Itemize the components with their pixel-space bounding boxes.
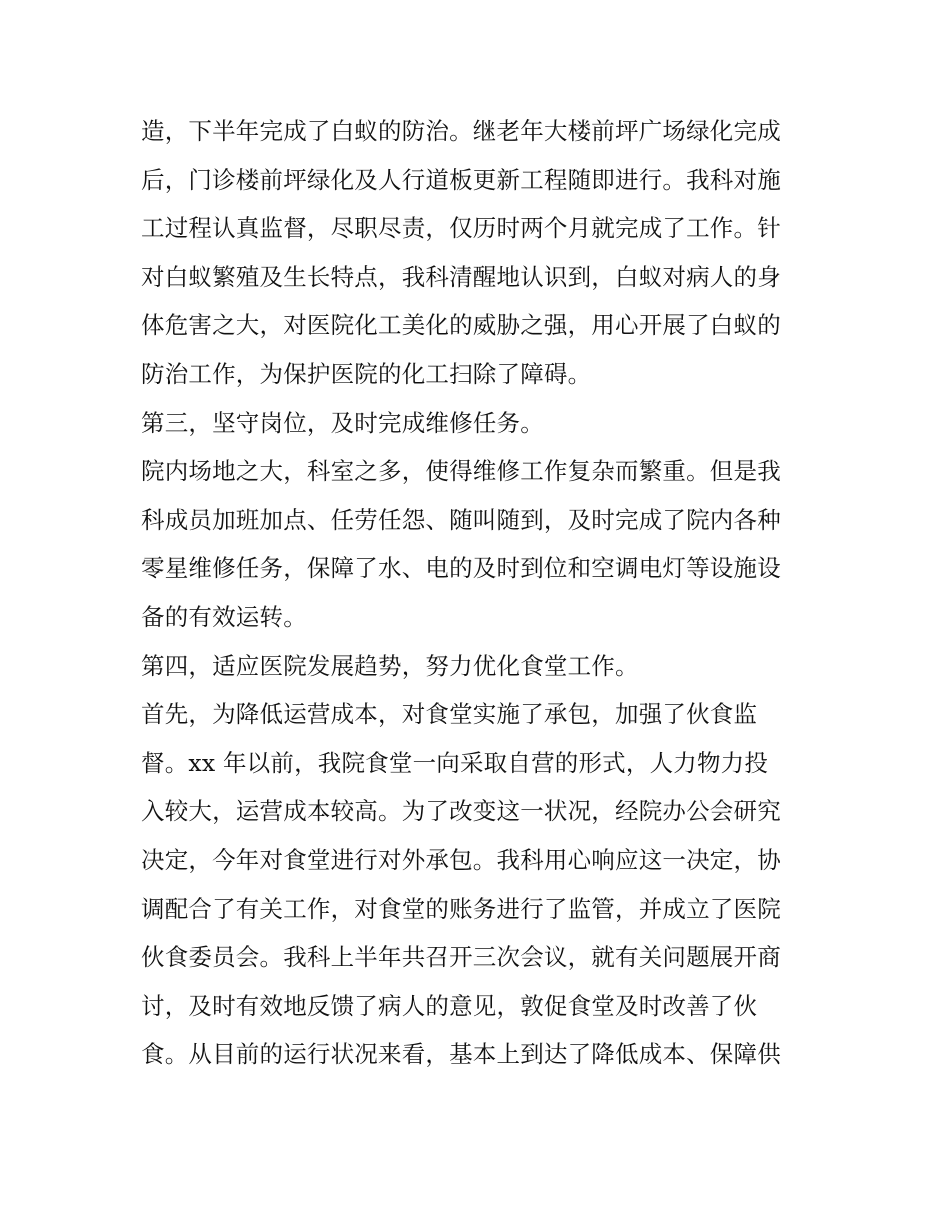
text-line: 防治工作，为保护医院的化工扫除了障碍。 [141,359,592,388]
text-line: 工过程认真监督，尽职尽责，仅历时两个月就完成了工作。针 [141,214,781,243]
text-line: 科成员加班加点、任劳任怨、随叫随到，及时完成了院内各种 [141,505,781,534]
text-line: 决定，今年对食堂进行对外承包。我科用心响应这一决定，协 [141,845,781,874]
text-line: 调配合了有关工作，对食堂的账务进行了监管，并成立了医院 [141,894,781,923]
section-heading: 第三，坚守岗位，及时完成维修任务。 [141,408,544,437]
text-line: 入较大，运营成本较高。为了改变这一状况，经院办公会研究 [141,797,781,826]
text-line: 讨，及时有效地反馈了病人的意见，敦促食堂及时改善了伙 [141,991,758,1020]
text-line: 造，下半年完成了白蚁的防治。继老年大楼前坪广场绿化完成 [141,117,781,145]
text-line: 食。从目前的运行状况来看，基本上到达了降低成本、保障供 [141,1040,781,1069]
text-line: 伙食委员会。我科上半年共召开三次会议，就有关问题展开商 [141,943,781,972]
text-line: 首先，为降低运营成本，对食堂实施了承包，加强了伙食监 [141,700,758,729]
text-line: 体危害之大，对医院化工美化的威胁之强，用心开展了白蚁的 [141,311,781,340]
text-line: 对白蚁繁殖及生长特点，我科清醒地认识到，白蚁对病人的身 [141,262,781,291]
text-line: 备的有效运转。 [141,602,307,631]
section-heading: 第四，适应医院发展趋势，努力优化食堂工作。 [141,651,639,680]
body-text [141,107,821,1079]
text-line: 院内场地之大，科室之多，使得维修工作复杂而繁重。但是我 [141,457,781,486]
text-line: 零星维修任务，保障了水、电的及时到位和空调电灯等设施设 [141,554,781,583]
text-line: 后，门诊楼前坪绿化及人行道板更新工程随即进行。我科对施 [141,165,781,194]
text-line: 督。xx 年以前，我院食堂一向采取自营的形式，人力物力投 [141,748,769,777]
